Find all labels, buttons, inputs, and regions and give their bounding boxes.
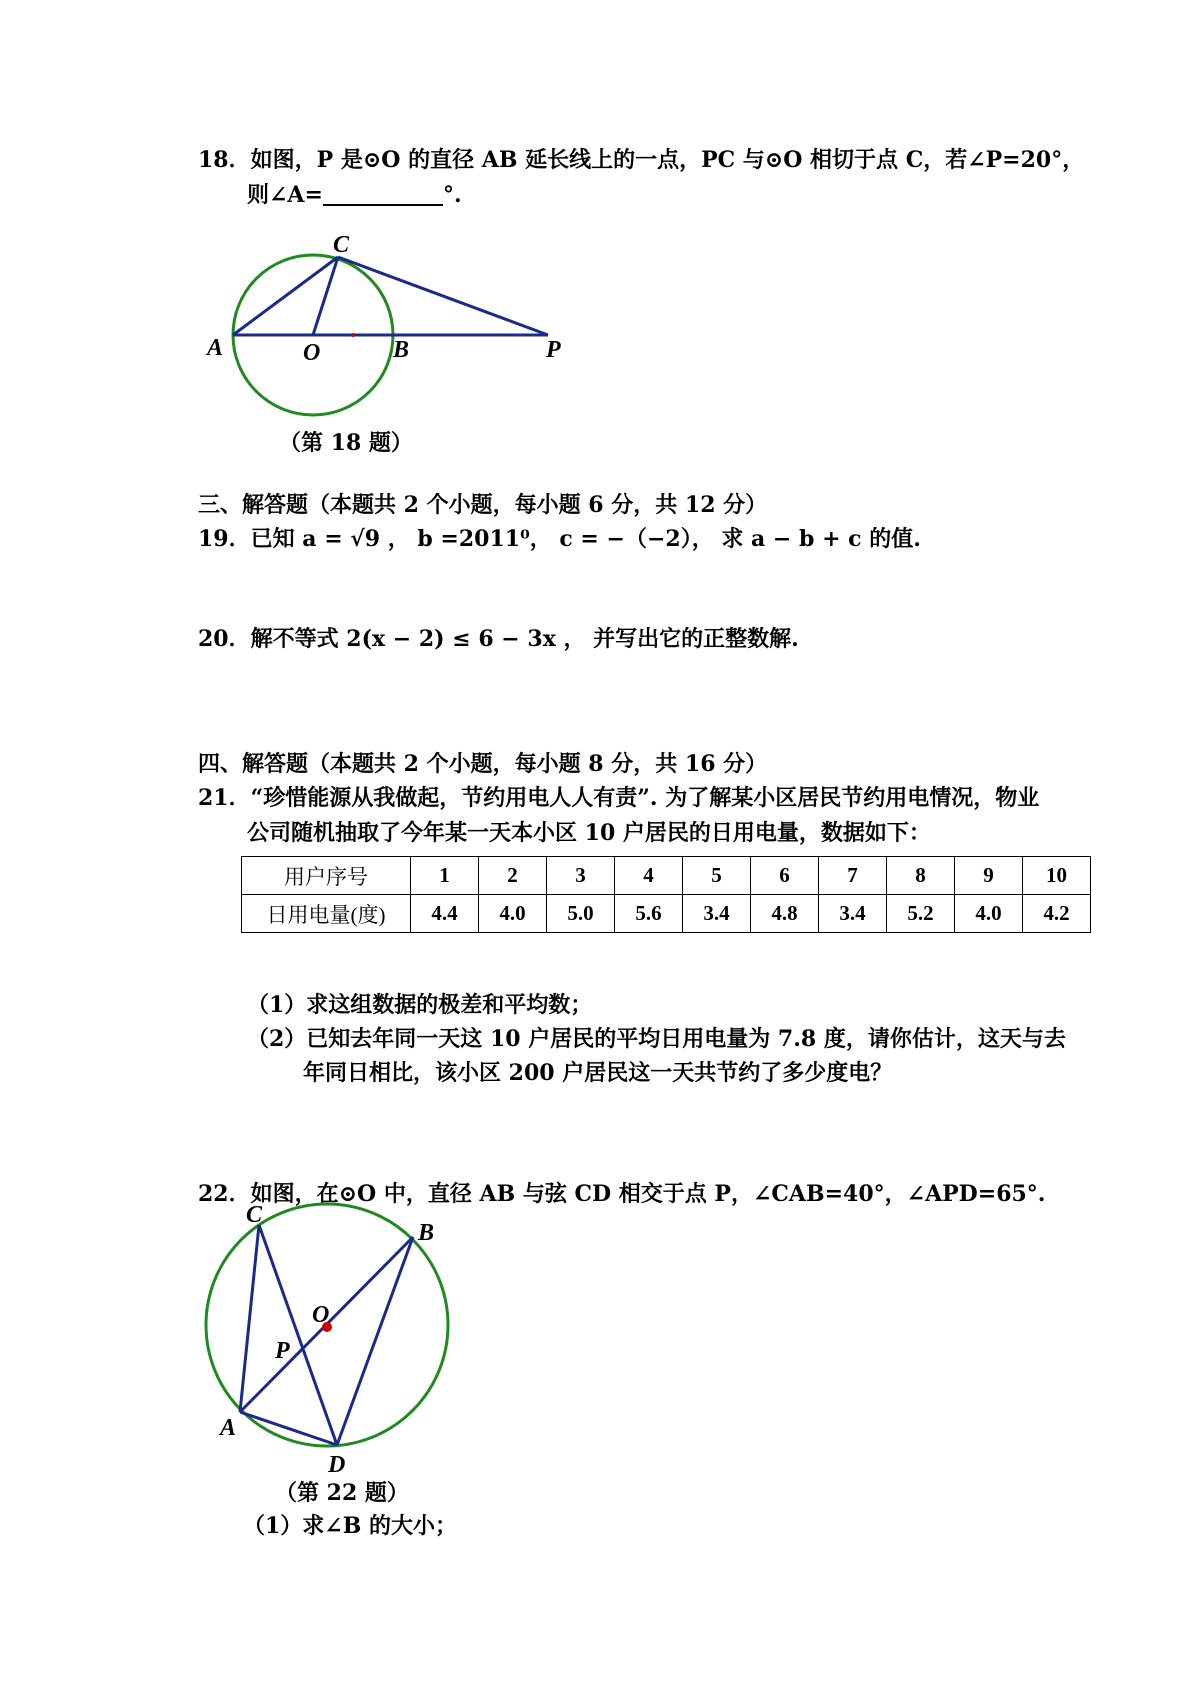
q18-caption: （第 18 题） xyxy=(279,430,413,456)
table-cell: 4.4 xyxy=(411,895,479,933)
q19-number: 19． xyxy=(198,526,251,552)
q21-sub2-line1: （2）已知去年同一天这 10 户居民的平均日用电量为 7.8 度，请你估计，这天与去 xyxy=(247,1026,1066,1052)
table-cell: 6 xyxy=(751,857,819,895)
q22-line-CD xyxy=(259,1225,337,1445)
q22-label-B: B xyxy=(418,1220,435,1246)
table-cell: 5.6 xyxy=(615,895,683,933)
q21-number: 21． xyxy=(198,785,251,811)
table-header-id: 用户序号 xyxy=(242,857,411,895)
table-cell: 4.0 xyxy=(479,895,547,933)
q22-text: 如图，在⊙O 中，直径 AB 与弦 CD 相交于点 P，∠CAB=40°，∠APD=65°. xyxy=(250,1181,1046,1207)
q18-text-post: °. xyxy=(442,182,462,208)
q22-label-A: A xyxy=(220,1415,237,1441)
q21-text1: “珍惜能源从我做起，节约用电人人有责”. 为了解某小区居民节约用电情况，物业 xyxy=(250,785,1040,811)
table-cell: 8 xyxy=(887,857,955,895)
q18-label-B: B xyxy=(393,337,410,363)
q18-number: 18． xyxy=(198,147,251,173)
table-cell: 9 xyxy=(955,857,1023,895)
q22-line-AC xyxy=(240,1225,259,1412)
table-cell: 4 xyxy=(615,857,683,895)
q21-sub2-line2: 年同日相比，该小区 200 户居民这一天共节约了多少度电？ xyxy=(303,1060,893,1086)
section4-heading: 四、解答题（本题共 2 个小题，每小题 8 分，共 16 分） xyxy=(198,751,768,777)
table-cell: 5.2 xyxy=(887,895,955,933)
table-cell: 3 xyxy=(547,857,615,895)
table-cell: 5.0 xyxy=(547,895,615,933)
q19-text: 已知 a = √9 ， b =2011⁰， c = −（−2）， 求 a − b + c 的值. xyxy=(250,526,921,552)
q18-label-A: A xyxy=(207,335,224,361)
table-cell: 10 xyxy=(1023,857,1091,895)
table-cell: 5 xyxy=(683,857,751,895)
q18-label-O: O xyxy=(303,340,321,366)
table-cell: 7 xyxy=(819,857,887,895)
q18-text-pre: 则∠A= xyxy=(247,182,323,208)
q22-label-D: D xyxy=(328,1452,346,1478)
q22-caption: （第 22 题） xyxy=(275,1480,409,1506)
table-cell: 4.0 xyxy=(955,895,1023,933)
q22-sub1: （1）求∠B 的大小； xyxy=(243,1513,457,1539)
table-cell: 1 xyxy=(411,857,479,895)
section3-heading: 三、解答题（本题共 2 个小题，每小题 6 分，共 12 分） xyxy=(198,492,768,518)
table-cell: 2 xyxy=(479,857,547,895)
q21-sub1: （1）求这组数据的极差和平均数； xyxy=(247,992,593,1018)
q22-line-BD xyxy=(337,1237,413,1445)
q20-text: 解不等式 2(x − 2) ≤ 6 − 3x ， 并写出它的正整数解. xyxy=(250,626,799,652)
q20-number: 20． xyxy=(198,626,251,652)
table-cell: 4.8 xyxy=(751,895,819,933)
q22-number: 22． xyxy=(198,1181,251,1207)
q18-label-P: P xyxy=(546,337,561,363)
table-cell: 3.4 xyxy=(683,895,751,933)
table-cell: 4.2 xyxy=(1023,895,1091,933)
q21-line2: 公司随机抽取了今年某一天本小区 10 户居民的日用电量，数据如下： xyxy=(247,820,931,846)
table-header-usage: 日用电量(度) xyxy=(242,895,411,933)
q22-label-P: P xyxy=(275,1338,290,1364)
q22-label-O: O xyxy=(312,1302,330,1328)
q18-text: 如图，P 是⊙O 的直径 AB 延长线上的一点，PC 与⊙O 相切于点 C，若∠P=20°， xyxy=(250,147,1085,173)
q18-label-C: C xyxy=(333,232,350,258)
table-cell: 3.4 xyxy=(819,895,887,933)
q22-label-C: C xyxy=(246,1202,263,1228)
